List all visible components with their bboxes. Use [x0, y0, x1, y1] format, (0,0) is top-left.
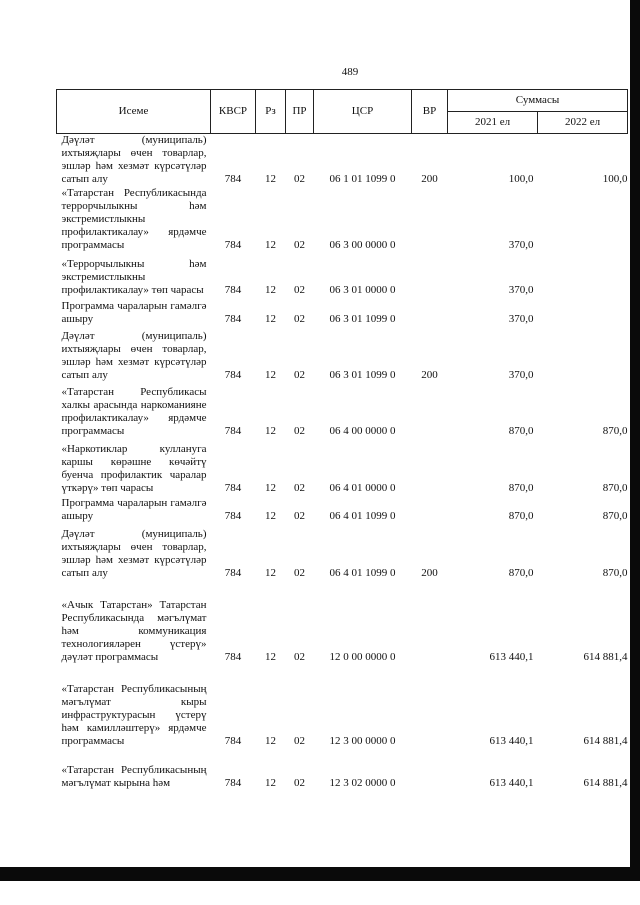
row-vr: [412, 297, 448, 326]
row-amount-2021: 100,0: [508, 173, 534, 185]
row-pr: 02: [294, 567, 305, 579]
row-rz: 12: [265, 482, 276, 494]
row-amount-2021: 613 440,1: [489, 651, 534, 663]
row-kvsr: 784: [224, 651, 242, 663]
row-rz: 12: [265, 567, 276, 579]
row-vr: [412, 252, 448, 297]
row-pr: 02: [294, 777, 305, 789]
row-amount-2022: 870,0: [602, 482, 628, 494]
col-header-kvsr: КВСР: [211, 90, 256, 134]
row-amount-2021: 870,0: [508, 510, 534, 522]
row-amount-2021: 870,0: [508, 567, 534, 579]
row-amount-2022: 870,0: [602, 510, 628, 522]
row-vr: [412, 186, 448, 252]
table-row: [57, 580, 628, 664]
table-row: [57, 186, 628, 252]
row-amount-2022: 614 881,4: [583, 735, 628, 747]
col-header-2021: 2021 ел: [448, 112, 538, 134]
row-kvsr: 784: [224, 173, 242, 185]
row-rz: 12: [265, 284, 276, 296]
row-kvsr: 784: [224, 369, 242, 381]
row-rz: 12: [265, 313, 276, 325]
row-csr: 06 3 00 0000 0: [329, 239, 396, 251]
row-pr: 02: [294, 173, 305, 185]
row-rz: 12: [265, 239, 276, 251]
row-kvsr: 784: [224, 313, 242, 325]
table-row: [57, 382, 628, 438]
row-csr: 06 4 01 1099 0: [329, 567, 396, 579]
row-name: «Наркотиклар куллануга каршы көрәшне көчәйтү буенча профилактик чаралар үткәрү» төп чарасы: [61, 443, 207, 494]
row-kvsr: 784: [224, 482, 242, 494]
row-pr: 02: [294, 425, 305, 437]
table-row: [57, 664, 628, 748]
row-csr: 06 4 00 0000 0: [329, 425, 396, 437]
row-amount-2022: 870,0: [602, 567, 628, 579]
row-amount-2021: 370,0: [508, 313, 534, 325]
row-kvsr: 784: [224, 735, 242, 747]
row-amount-2022: 614 881,4: [583, 777, 628, 789]
row-amount-2022: 870,0: [602, 425, 628, 437]
row-kvsr: 784: [224, 567, 242, 579]
row-amount-2022: [538, 186, 628, 252]
row-vr: 200: [421, 173, 438, 185]
row-rz: 12: [265, 425, 276, 437]
row-pr: 02: [294, 735, 305, 747]
row-csr: 12 0 00 0000 0: [329, 651, 396, 663]
row-pr: 02: [294, 313, 305, 325]
row-vr: 200: [421, 567, 438, 579]
row-name: «Ачык Татарстан» Татарстан Республикасында мәгълүмат һәм коммуникация технологияләрен үстерү» дәүләт программасы: [61, 599, 207, 663]
table-row: [57, 438, 628, 495]
col-header-vr: ВР: [412, 90, 448, 134]
col-header-sums: Суммасы: [448, 90, 628, 112]
row-kvsr: 784: [224, 239, 242, 251]
budget-table: [56, 89, 628, 790]
table-row: [57, 495, 628, 523]
row-name: Программа чараларын гамәлгә ашыру: [61, 497, 207, 522]
row-csr: 06 4 01 1099 0: [329, 510, 396, 522]
row-csr: 06 3 01 1099 0: [329, 313, 396, 325]
row-amount-2022: [538, 326, 628, 382]
col-header-rz: Рз: [256, 90, 286, 134]
row-amount-2021: 613 440,1: [489, 777, 534, 789]
col-header-2022: 2022 ел: [538, 112, 628, 134]
row-rz: 12: [265, 369, 276, 381]
row-pr: 02: [294, 239, 305, 251]
table-row: [57, 134, 628, 187]
row-csr: 12 3 02 0000 0: [329, 777, 396, 789]
table-row: [57, 252, 628, 297]
row-rz: 12: [265, 510, 276, 522]
row-pr: 02: [294, 284, 305, 296]
row-pr: 02: [294, 651, 305, 663]
row-vr: [412, 748, 448, 790]
row-vr: 200: [421, 369, 438, 381]
row-csr: 06 4 01 0000 0: [329, 482, 396, 494]
row-vr: [412, 664, 448, 748]
col-header-name: Исеме: [57, 90, 211, 134]
row-amount-2021: 370,0: [508, 284, 534, 296]
table-header: [57, 90, 628, 134]
row-pr: 02: [294, 510, 305, 522]
row-pr: 02: [294, 369, 305, 381]
row-name: Программа чараларын гамәлгә ашыру: [61, 300, 207, 325]
row-rz: 12: [265, 777, 276, 789]
row-amount-2022: [538, 252, 628, 297]
row-vr: [412, 382, 448, 438]
scan-right-border: [630, 0, 640, 867]
row-name: Дәүләт (муниципаль) ихтыяҗлары өчен товарлар, эшләр һәм хезмәт күрсәтүләр сатып алу: [61, 330, 207, 381]
row-kvsr: 784: [224, 284, 242, 296]
page-number: 489: [341, 66, 359, 78]
row-pr: 02: [294, 482, 305, 494]
row-name: «Татарстан Республикасы халкы арасында наркоманияне профилактикалау» ярдәмче программасы: [61, 386, 207, 437]
col-header-pr: ПР: [286, 90, 314, 134]
row-amount-2022: 614 881,4: [583, 651, 628, 663]
row-kvsr: 784: [224, 510, 242, 522]
row-name: «Татарстан Республикасында террорчылыкны һәм экстремистлыкны профилактикалау» ярдәмче программасы: [61, 187, 207, 251]
row-csr: 06 3 01 1099 0: [329, 369, 396, 381]
row-vr: [412, 495, 448, 523]
table-body: [57, 134, 628, 791]
col-header-csr: ЦСР: [314, 90, 412, 134]
row-csr: 06 1 01 1099 0: [329, 173, 396, 185]
row-rz: 12: [265, 735, 276, 747]
row-vr: [412, 580, 448, 664]
row-name: «Татарстан Республикасының мәгълүмат кырына һәм: [61, 764, 207, 789]
row-amount-2021: 370,0: [508, 369, 534, 381]
row-kvsr: 784: [224, 425, 242, 437]
table-row: [57, 326, 628, 382]
row-name: «Террорчылыкны һәм экстремистлыкны профилактикалау» төп чарасы: [61, 258, 207, 296]
table-row: [57, 748, 628, 790]
row-name: Дәүләт (муниципаль) ихтыяҗлары өчен товарлар, эшләр һәм хезмәт күрсәтүләр сатып алу: [61, 528, 207, 579]
row-vr: [412, 438, 448, 495]
table-row: [57, 523, 628, 580]
row-amount-2022: [538, 297, 628, 326]
row-amount-2021: 613 440,1: [489, 735, 534, 747]
row-name: «Татарстан Республикасының мәгълүмат кыры инфраструктурасын үстерү һәм камилләштерү» ярдәмче программасы: [61, 683, 207, 747]
row-rz: 12: [265, 651, 276, 663]
row-csr: 12 3 00 0000 0: [329, 735, 396, 747]
row-amount-2021: 370,0: [508, 239, 534, 251]
row-name: Дәүләт (муниципаль) ихтыяҗлары өчен товарлар, эшләр һәм хезмәт күрсәтүләр сатып алу: [61, 134, 207, 185]
row-rz: 12: [265, 173, 276, 185]
row-csr: 06 3 01 0000 0: [329, 284, 396, 296]
row-amount-2021: 870,0: [508, 482, 534, 494]
table-row: [57, 297, 628, 326]
scan-bottom-border: [0, 867, 640, 881]
row-amount-2022: 100,0: [602, 173, 628, 185]
row-kvsr: 784: [224, 777, 242, 789]
row-amount-2021: 870,0: [508, 425, 534, 437]
